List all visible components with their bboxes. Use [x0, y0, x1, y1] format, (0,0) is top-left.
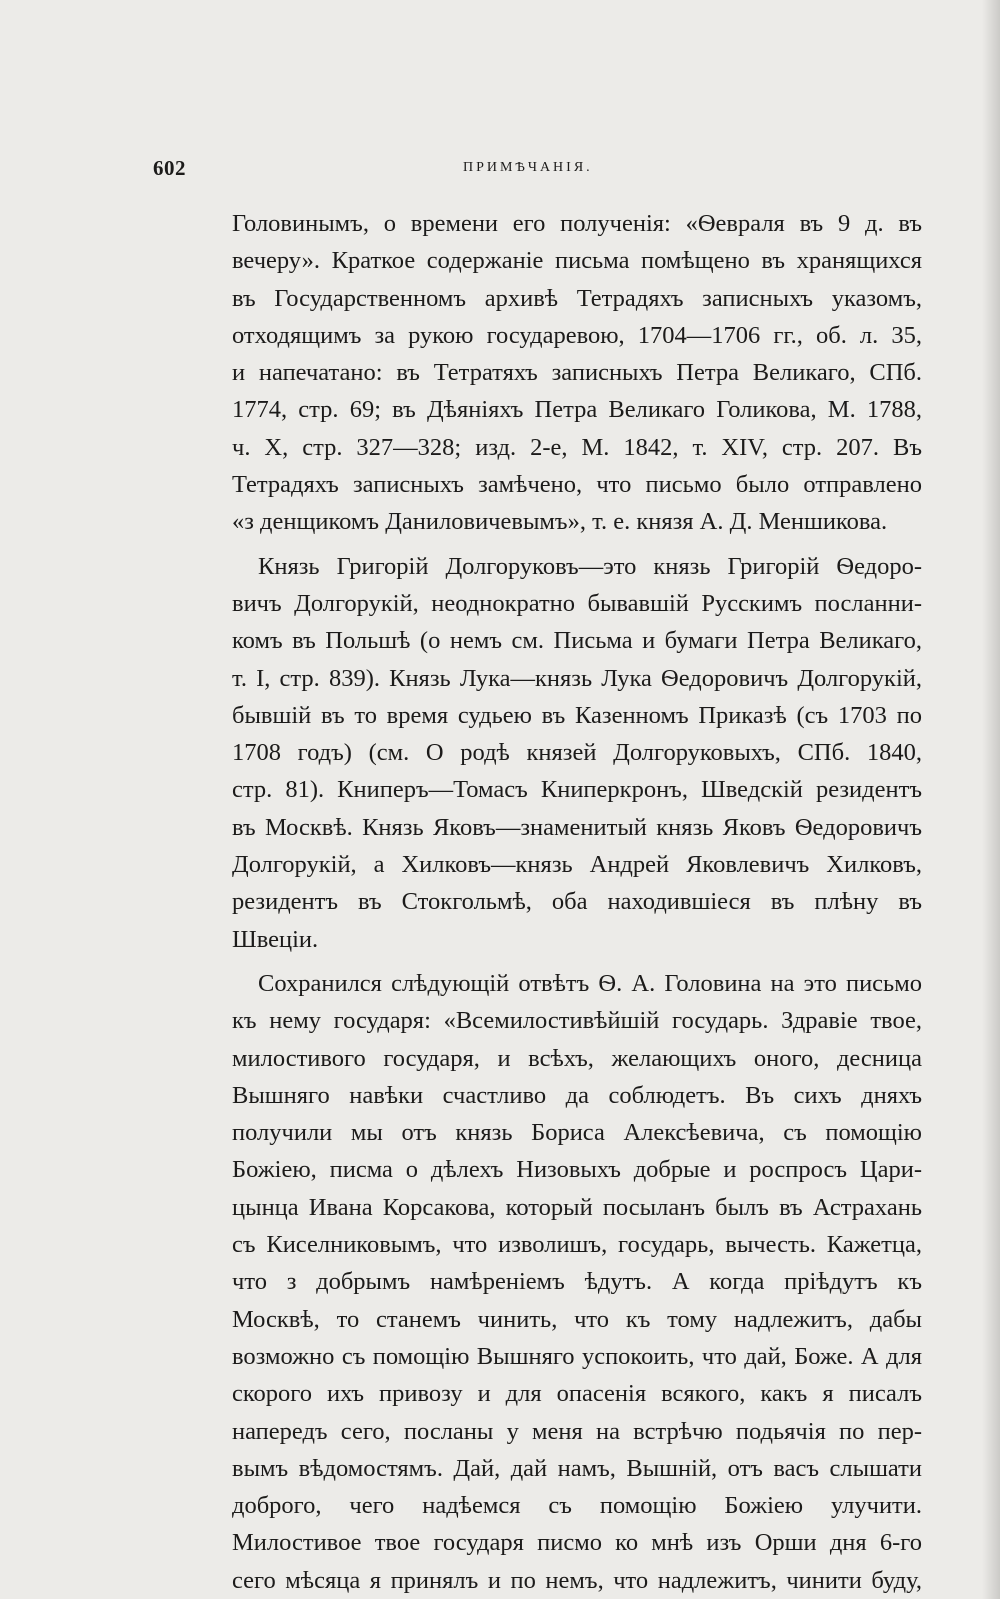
text-line: «з денщикомъ Даниловичевымъ», т. е. князя А. Д. Меншикова.: [232, 508, 888, 536]
text-line: что з добрымъ намѣреніемъ ѣдутъ. А когда пріѣдутъ къ: [232, 1268, 922, 1296]
text-line: Москвѣ, то станемъ чинить, что къ тому надлежитъ, дабы: [232, 1305, 922, 1333]
text-line: комъ въ Польшѣ (о немъ см. Письма и бумаги Петра Великаго,: [232, 627, 922, 655]
body-text: [232, 205, 922, 1599]
text-line: Божіею, писма о дѣлехъ Низовыхъ добрые и роспросъ Цари-: [232, 1156, 922, 1184]
text-line: напередъ сего, посланы у меня на встрѣчю подьячія по пер-: [232, 1417, 922, 1445]
text-line: Долгорукій, а Хилковъ—князь Андрей Яковлевичъ Хилковъ,: [232, 851, 922, 879]
text-line: отходящимъ за рукою государевою, 1704—1706 гг., об. л. 35,: [232, 321, 922, 349]
text-line: вечеру». Краткое содержаніе письма помѣщено въ хранящихся: [232, 247, 922, 275]
text-line: Тетрадяхъ записныхъ замѣчено, что письмо было отправлено: [232, 471, 922, 499]
page-header: [153, 148, 923, 188]
text-line: Милостивое твое государя писмо ко мнѣ изъ Орши дня 6-го: [232, 1529, 922, 1557]
text-line: Князь Григорій Долгоруковъ—это князь Григорій Ѳедоро-: [258, 552, 922, 580]
text-line: Вышняго навѣки счастливо да соблюдетъ. Въ сихъ дняхъ: [232, 1081, 922, 1109]
paragraph: [232, 965, 922, 1599]
text-line: резидентъ въ Стокгольмѣ, оба находившіеся въ плѣну въ: [232, 888, 922, 916]
text-line: бывшій въ то время судьею въ Казенномъ Приказѣ (съ 1703 по: [232, 701, 922, 729]
text-line: цынца Ивана Корсакова, который посыланъ былъ въ Астрахань: [232, 1193, 922, 1221]
text-line: стр. 81). Книперъ—Томасъ Книперкронъ, Шведскій резидентъ: [232, 776, 922, 804]
text-line: милостивого государя, и всѣхъ, желающихъ оного, десница: [232, 1044, 922, 1072]
text-line: вичъ Долгорукій, неоднократно бывавшій Русскимъ посланни-: [232, 589, 922, 617]
text-line: т. I, стр. 839). Князь Лука—князь Лука Ѳедоровичъ Долгорукій,: [232, 664, 922, 692]
text-line: 1774, стр. 69; въ Дѣяніяхъ Петра Великаго Голикова, М. 1788,: [232, 396, 922, 424]
text-line: въ Государственномъ архивѣ Тетрадяхъ записныхъ указомъ,: [232, 284, 922, 312]
paragraph: [232, 205, 922, 541]
text-line: сего мѣсяца я принялъ и по немъ, что надлежитъ, чинити буду,: [232, 1566, 922, 1594]
paragraph: [232, 548, 922, 958]
text-line: 1708 годъ) (см. О родѣ князей Долгоруковыхъ, СПб. 1840,: [232, 739, 922, 767]
text-line: Сохранился слѣдующій отвѣтъ Ѳ. А. Головина на это письмо: [258, 969, 922, 997]
page-number: 602: [153, 156, 186, 180]
text-line: ч. X, стр. 327—328; изд. 2-е, М. 1842, т. XIV, стр. 207. Въ: [232, 433, 922, 461]
text-line: съ Киселниковымъ, что изволишъ, государь, вычесть. Кажетца,: [232, 1231, 922, 1259]
text-line: вымъ вѣдомостямъ. Дай, дай намъ, Вышній, отъ васъ слышати: [232, 1454, 922, 1482]
text-line: возможно съ помощію Вышняго успокоить, что дай, Боже. А для: [232, 1342, 922, 1370]
running-head: ПРИМѢЧАНІЯ.: [463, 160, 593, 175]
text-line: доброго, чего надѣемся съ помощію Божіею улучити.: [232, 1492, 922, 1520]
text-line: Головинымъ, о времени его полученія: «Ѳевраля въ 9 д. въ: [232, 210, 922, 237]
text-line: въ Москвѣ. Князь Яковъ—знаменитый князь Яковъ Ѳедоровичъ: [232, 813, 922, 841]
text-line: получили мы отъ князь Бориса Алексѣевича, съ помощію: [232, 1119, 922, 1147]
text-line: къ нему государя: «Всемилостивѣйшій государь. Здравіе твое,: [232, 1007, 922, 1035]
text-line: Швеціи.: [232, 925, 319, 953]
text-line: скорого ихъ привозу и для опасенія всякого, какъ я писалъ: [232, 1380, 922, 1408]
text-line: и напечатано: въ Тетратяхъ записныхъ Петра Великаго, СПб.: [232, 359, 922, 387]
page-edge-shadow: [982, 0, 1000, 1599]
